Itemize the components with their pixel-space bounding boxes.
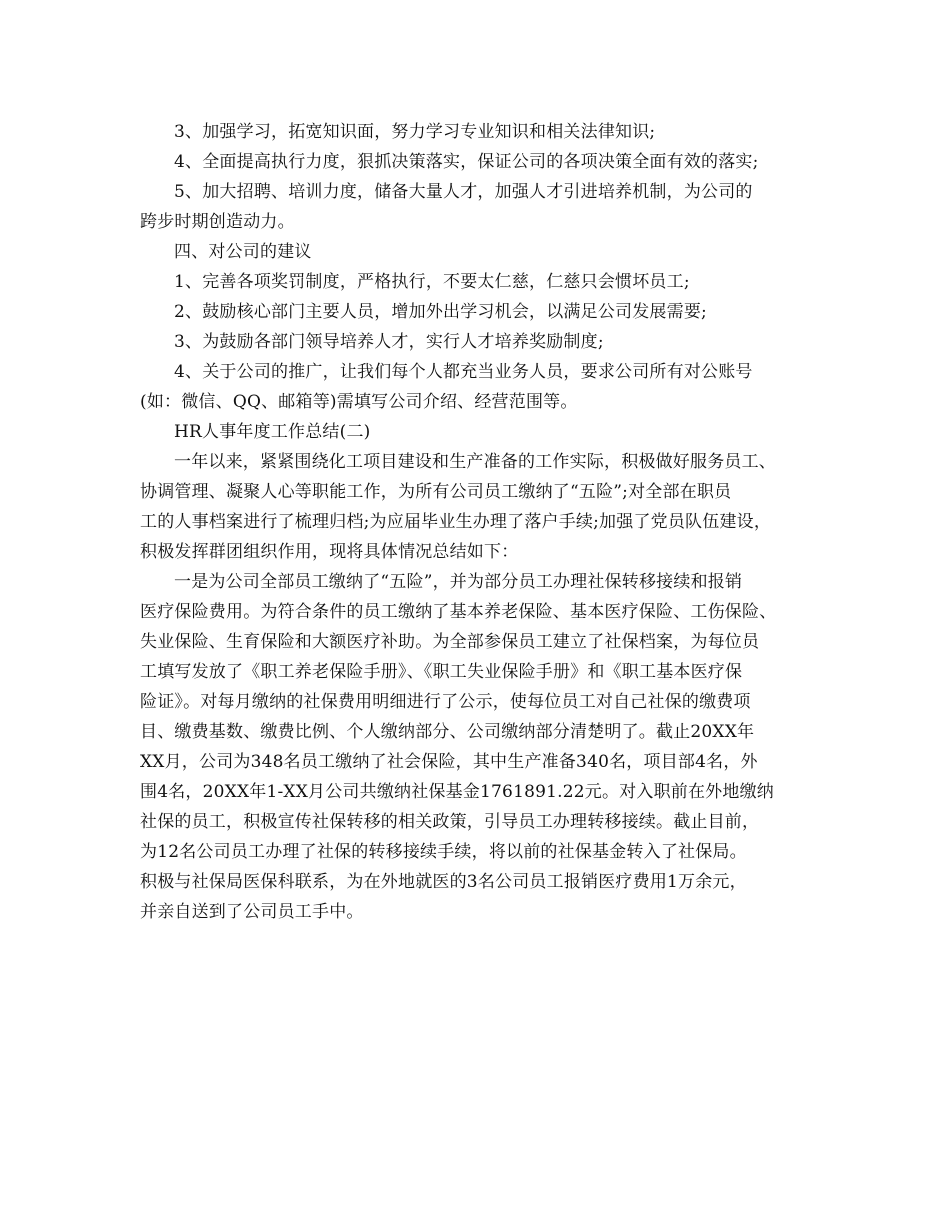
document-body (140, 117, 820, 927)
paragraph-line: 一是为公司全部员工缴纳了“五险”，并为部分员工办理社保转移接续和报销 (174, 572, 743, 592)
list-item: 3、为鼓励各部门领导培养人才，实行人才培养奖励制度; (174, 332, 604, 352)
list-item: 1、完善各项奖罚制度，严格执行，不要太仁慈，仁慈只会惯坏员工; (174, 272, 690, 292)
paragraph-line: 积极发挥群团组织作用，现将具体情况总结如下： (140, 542, 519, 562)
paragraph-line: 工的人事档案进行了梳理归档;为应届毕业生办理了落户手续;加强了党员队伍建设， (140, 512, 772, 532)
paragraph-line: 一年以来，紧紧围绕化工项目建设和生产准备的工作实际，积极做好服务员工、 (174, 452, 776, 472)
paragraph-line: 并亲自送到了公司员工手中。 (140, 902, 364, 922)
paragraph-line: 社保的员工，积极宣传社保转移的相关政策，引导员工办理转移接续。截止目前， (140, 812, 760, 832)
paragraph-line: (如：微信、QQ、邮箱等)需填写公司介绍、经营范围等。 (140, 392, 578, 412)
list-item: 3、加强学习，拓宽知识面，努力学习专业知识和相关法律知识; (174, 122, 656, 142)
paragraph-line: 围4名，20XX年1-XX月公司共缴纳社保基金1761891.22元。对入职前在外地缴纳 (140, 782, 774, 802)
list-item: 4、关于公司的推广，让我们每个人都充当业务人员，要求公司所有对公账号 (174, 362, 753, 382)
paragraph-line: 目、缴费基数、缴费比例、个人缴纳部分、公司缴纳部分清楚明了。截止20XX年 (140, 722, 755, 742)
paragraph-line: 险证》。对每月缴纳的社保费用明细进行了公示，使每位员工对自己社保的缴费项 (140, 692, 751, 712)
paragraph-line: 为12名公司员工办理了社保的转移接续手续，将以前的社保基金转入了社保局。 (140, 842, 747, 862)
section-title: HR人事年度工作总结(二) (174, 422, 371, 442)
paragraph-line: 积极与社保局医保科联系，为在外地就医的3名公司员工报销医疗费用1万余元， (140, 872, 747, 892)
paragraph-line: 失业保险、生育保险和大额医疗补助。为全部参保员工建立了社保档案，为每位员 (140, 632, 760, 652)
paragraph-line: 医疗保险费用。为符合条件的员工缴纳了基本养老保险、基本医疗保险、工伤保险、 (140, 602, 777, 622)
paragraph-line: XX月，公司为348名员工缴纳了社会保险，其中生产准备340名，项目部4名，外 (140, 752, 758, 772)
paragraph-line: 协调管理、凝聚人心等职能工作，为所有公司员工缴纳了“五险”;对全部在职员 (140, 482, 732, 502)
paragraph-line: 工填写发放了《职工养老保险手册》、《职工失业保险手册》和《职工基本医疗保 (140, 662, 743, 682)
paragraph-line: 跨步时期创造动力。 (140, 212, 295, 232)
section-heading: 四、对公司的建议 (174, 242, 312, 262)
list-item: 5、加大招聘、培训力度，储备大量人才，加强人才引进培养机制，为公司的 (174, 182, 753, 202)
list-item: 4、全面提高执行力度，狠抓决策落实，保证公司的各项决策全面有效的落实; (174, 152, 759, 172)
list-item: 2、鼓励核心部门主要人员，增加外出学习机会，以满足公司发展需要; (174, 302, 707, 322)
